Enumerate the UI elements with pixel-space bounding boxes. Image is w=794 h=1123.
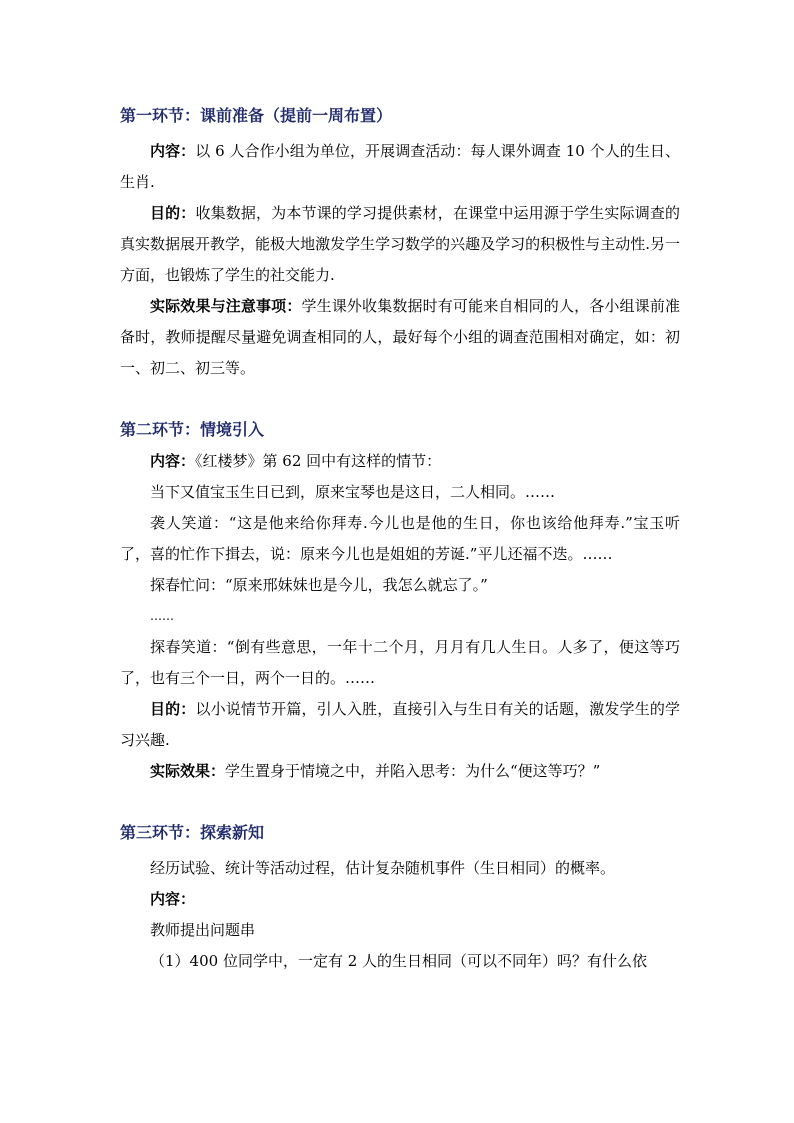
section-2-title: 第二环节：情境引入 bbox=[120, 420, 265, 439]
section-3-content bbox=[120, 884, 680, 915]
purpose-label: 目的： bbox=[150, 700, 196, 718]
section-1-purpose bbox=[120, 198, 680, 291]
content-text: 以 6 人合作小组为单位，开展调查活动：每人课外调查 10 个人的生日、生肖. bbox=[120, 142, 680, 191]
story-line-4: 探春笑道：“倒有些意思，一年十二个月，月月有几人生日。人多了，便这等巧了，也有三个一日，两个一日的。…… bbox=[120, 638, 680, 687]
section-1-title: 第一环节：课前准备（提前一周布置） bbox=[120, 106, 393, 125]
section-1-effect bbox=[120, 291, 680, 384]
effect-text: 学生课外收集数据时有可能来自相同的人，各小组课前准备时，教师提醒尽量避免调查相同的人，最好每个小组的调查范围相对确定，如：初一、初二、初三等。 bbox=[120, 297, 680, 377]
section-2-effect bbox=[120, 756, 680, 787]
section-3-title: 第三环节：探索新知 bbox=[120, 823, 265, 842]
document-page bbox=[120, 100, 680, 977]
content-label: 内容： bbox=[150, 142, 196, 160]
content-label: 内容： bbox=[150, 452, 196, 470]
section-1-content bbox=[120, 136, 680, 198]
story-line-2: 袭人笑道：“这是他来给你拜寿.今儿也是他的生日，你也该给他拜寿.”宝玉听了，喜的忙作下揖去，说：原来今儿也是姐姐的芳诞.”平儿还福不迭。…… bbox=[120, 514, 680, 563]
story-ellipsis: …… bbox=[150, 609, 174, 623]
purpose-text: 以小说情节开篇，引人入胜，直接引入与生日有关的话题，激发学生的学习兴趣. bbox=[120, 700, 680, 749]
effect-text: 学生置身于情境之中，并陷入思考：为什么“便这等巧？” bbox=[225, 762, 601, 780]
section-3-intro: 经历试验、统计等活动过程，估计复杂随机事件（生日相同）的概率。 bbox=[150, 859, 616, 877]
effect-label: 实际效果： bbox=[150, 762, 226, 780]
section-3-line-1: 教师提出问题串 bbox=[150, 921, 256, 939]
section-2-content bbox=[120, 446, 680, 477]
content-text: 《红楼梦》第 62 回中有这样的情节： bbox=[195, 452, 442, 470]
story-line-3: 探春忙问：“原来邢妹妹也是今儿，我怎么就忘了。” bbox=[150, 576, 488, 594]
story-line-1: 当下又值宝玉生日已到，原来宝琴也是这日，二人相同。…… bbox=[150, 483, 556, 501]
purpose-label: 目的： bbox=[150, 204, 196, 222]
purpose-text: 收集数据，为本节课的学习提供素材，在课堂中运用源于学生实际调查的真实数据展开教学，能极大地激发学生学习数学的兴趣及学习的积极性与主动性.另一方面，也锻炼了学生的社交能力. bbox=[120, 204, 680, 284]
effect-label: 实际效果与注意事项： bbox=[150, 297, 302, 315]
question-1: （1）400 位同学中，一定有 2 人的生日相同（可以不同年）吗？有什么依 bbox=[150, 952, 648, 970]
section-2-purpose bbox=[120, 694, 680, 756]
content-label: 内容： bbox=[150, 890, 196, 908]
